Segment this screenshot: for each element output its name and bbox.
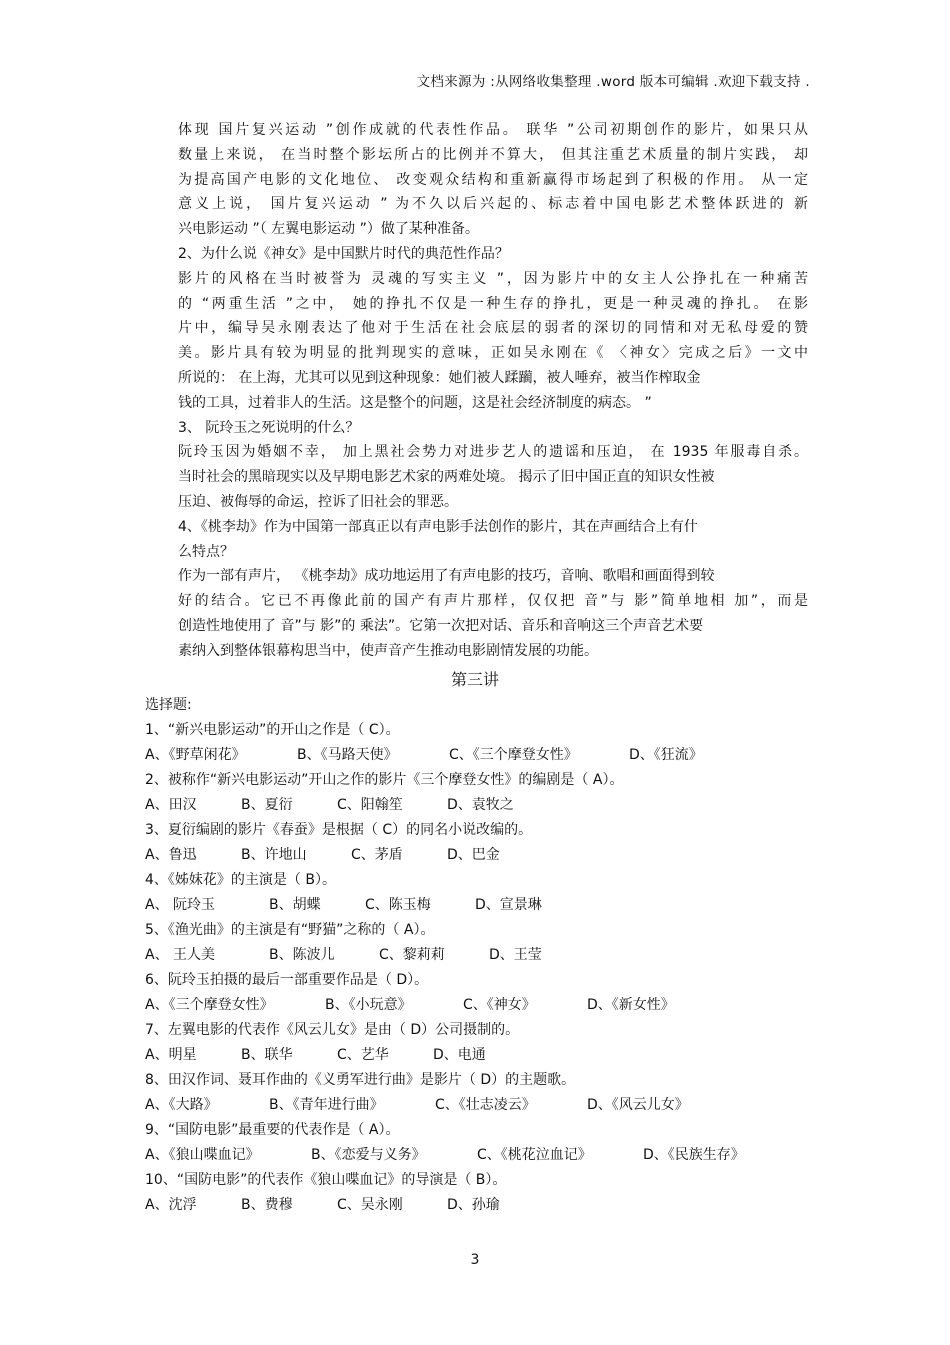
question-text: 10、“国防电影”的代表作《狼山喋血记》的导演是（ B）。 — [145, 1172, 507, 1188]
page-number: 3 — [470, 1252, 480, 1268]
question-options — [145, 943, 785, 968]
answer-line: 压迫、被侮辱的命运，控诉了旧社会的罪恶。 — [178, 493, 458, 510]
option-d: D、《狂流》 — [629, 747, 703, 763]
multiple-choice-section — [145, 693, 785, 1218]
question-options — [145, 1043, 785, 1068]
option-b: B、费穆 — [241, 1197, 293, 1213]
question-text: 6、阮玲玉拍摄的最后一部重要作品是（ D）。 — [145, 972, 429, 988]
answer-line: 为提高国产电影的文化地位、 改变观众结构和重新赢得市场起到了积极的作用。 从一定 — [178, 171, 808, 188]
question-text: 2、被称作“新兴电影运动”开山之作的影片《三个摩登女性》的编剧是（ A）。 — [145, 772, 624, 788]
question-options — [145, 743, 785, 768]
option-b: B、陈波儿 — [269, 947, 335, 963]
question-options — [145, 1193, 785, 1218]
answer-line: 的 “两重生活 ”之中， 她的挣扎不仅是一种生存的挣扎，更是一种灵魂的挣扎。 在影 — [178, 295, 808, 312]
page-header: 文档来源为 :从网络收集整理 .word 版本可编辑 .欢迎下载支持 . — [416, 74, 810, 90]
question-options — [145, 1143, 785, 1168]
answer-line: 创造性地使用了 音”与 影”的 乘法”。它第一次把对话、音乐和音响这三个声音艺术要 — [178, 617, 704, 634]
option-a: A、沈浮 — [145, 1197, 197, 1213]
answer-line: 钱的工具，过着非人的生活。这是整个的问题，这是社会经济制度的病态。 ” — [178, 394, 652, 411]
question-options — [145, 1093, 785, 1118]
option-d: D、孙瑜 — [447, 1197, 500, 1213]
option-a: A、《野草闲花》 — [145, 747, 246, 763]
option-d: D、《民族生存》 — [643, 1147, 745, 1163]
answer-line: 3、 阮玲玉之死说明的什么？ — [178, 419, 360, 436]
option-c: C、《三个摩登女性》 — [449, 747, 578, 763]
answer-line: 4、《桃李劫》作为中国第一部真正以有声电影手法创作的影片，其在声画结合上有什 — [178, 518, 698, 535]
answer-line: 素纳入到整体银幕构思当中，使声音产生推动电影剧情发展的功能。 — [178, 642, 598, 659]
answer-line: 所说的： 在上海，尤其可以见到这种现象：她们被人蹂躏，被人唾弃，被当作榨取金 — [178, 369, 701, 386]
question-options — [145, 993, 785, 1018]
option-a: A、田汉 — [145, 797, 197, 813]
option-d: D、袁牧之 — [447, 797, 514, 813]
option-d: D、电通 — [433, 1047, 486, 1063]
question-text: 4、《姊妹花》的主演是（ B）。 — [145, 872, 336, 888]
option-c: C、茅盾 — [351, 847, 403, 863]
question-options — [145, 793, 785, 818]
option-b: B、夏衍 — [241, 797, 293, 813]
answer-line: 么特点？ — [178, 543, 234, 560]
option-c: C、《神女》 — [463, 997, 536, 1013]
option-a: A、鲁迅 — [145, 847, 197, 863]
answer-line: 美。影片具有较为明显的批判现实的意味，正如吴永刚在《 〈神女〉完成之后》一文中 — [178, 345, 808, 362]
answer-line: 2、为什么说《神女》是中国默片时代的典范性作品？ — [178, 245, 509, 262]
answer-line: 意义上说， 国片复兴运动 ” 为不久以后兴起的、标志着中国电影艺术整体跃进的 新 — [178, 196, 808, 213]
option-b: B、联华 — [241, 1047, 293, 1063]
answer-section — [178, 118, 808, 664]
question-options — [145, 843, 785, 868]
section-label: 选择题: — [145, 697, 192, 713]
question-text: 1、“新兴电影运动”的开山之作是（ C）。 — [145, 722, 400, 738]
answer-line: 当时社会的黑暗现实以及早期电影艺术家的两难处境。 揭示了旧中国正直的知识女性被 — [178, 469, 715, 486]
option-a: A、 阮玲玉 — [145, 897, 216, 913]
answer-line: 兴电影运动 ”（ 左翼电影运动 ”）做了某种准备。 — [178, 221, 479, 238]
answer-line: 片中，编导吴永刚表达了他对于生活在社会底层的弱者的深切的同情和对无私母爱的赞 — [178, 320, 808, 337]
option-a: A、《三个摩登女性》 — [145, 997, 274, 1013]
question-text: 3、夏衍编剧的影片《春蚕》是根据（ C）的同名小说改编的。 — [145, 822, 533, 838]
answer-line: 阮玲玉因为婚姻不幸， 加上黑社会势力对进步艺人的遗谣和压迫， 在 1935 年服毒自杀。 — [178, 444, 808, 461]
question-text: 7、左翼电影的代表作《风云儿女》是由（ D）公司摄制的。 — [145, 1022, 520, 1038]
option-a: A、《大路》 — [145, 1097, 218, 1113]
answer-line: 作为一部有声片， 《桃李劫》成功地运用了有声电影的技巧，音响、歌唱和画面得到较 — [178, 568, 715, 585]
option-c: C、吴永刚 — [337, 1197, 403, 1213]
answer-line: 体现 国片复兴运动 ”创作成就的代表性作品。 联华 ”公司初期创作的影片，如果只从 — [178, 122, 808, 138]
option-c: C、《壮志凌云》 — [435, 1097, 536, 1113]
answer-line: 数量上来说， 在当时整个影坛所占的比例并不算大， 但其注重艺术质量的制片实践， 却 — [178, 146, 808, 163]
option-d: D、王莹 — [489, 947, 542, 963]
option-a: A、明星 — [145, 1047, 197, 1063]
option-c: C、陈玉梅 — [365, 897, 431, 913]
option-a: A、 王人美 — [145, 947, 216, 963]
option-c: C、黎莉莉 — [379, 947, 445, 963]
question-text: 9、“国防电影”最重要的代表作是（ A）。 — [145, 1122, 400, 1138]
option-b: B、胡蝶 — [269, 897, 321, 913]
option-d: D、《风云儿女》 — [587, 1097, 689, 1113]
answer-line: 影片的风格在当时被誉为 灵魂的写实主义 ”，因为影片中的女主人公挣扎在一种痛苦 — [178, 270, 808, 287]
question-text: 8、田汉作词、聂耳作曲的《义勇军进行曲》是影片（ D）的主题歌。 — [145, 1072, 576, 1088]
option-d: D、巴金 — [447, 847, 500, 863]
option-c: C、阳翰笙 — [337, 797, 403, 813]
answer-line: 好的结合。它已不再像此前的国产有声片那样，仅仅把 音”与 影”简单地相 加”，而是 — [178, 593, 808, 610]
option-a: A、《狼山喋血记》 — [145, 1147, 260, 1163]
option-b: B、《马路天使》 — [297, 747, 398, 763]
option-b: B、许地山 — [241, 847, 307, 863]
option-b: B、《青年进行曲》 — [269, 1097, 384, 1113]
option-d: D、宣景琳 — [475, 897, 542, 913]
lecture-title: 第三讲 — [450, 670, 499, 689]
option-b: B、《小玩意》 — [325, 997, 412, 1013]
question-options — [145, 893, 785, 918]
option-c: C、《桃花泣血记》 — [477, 1147, 592, 1163]
option-c: C、艺华 — [337, 1047, 389, 1063]
option-d: D、《新女性》 — [587, 997, 675, 1013]
question-text: 5、《渔光曲》的主演是有“野猫”之称的（ A）。 — [145, 922, 435, 938]
option-b: B、《恋爱与义务》 — [311, 1147, 426, 1163]
